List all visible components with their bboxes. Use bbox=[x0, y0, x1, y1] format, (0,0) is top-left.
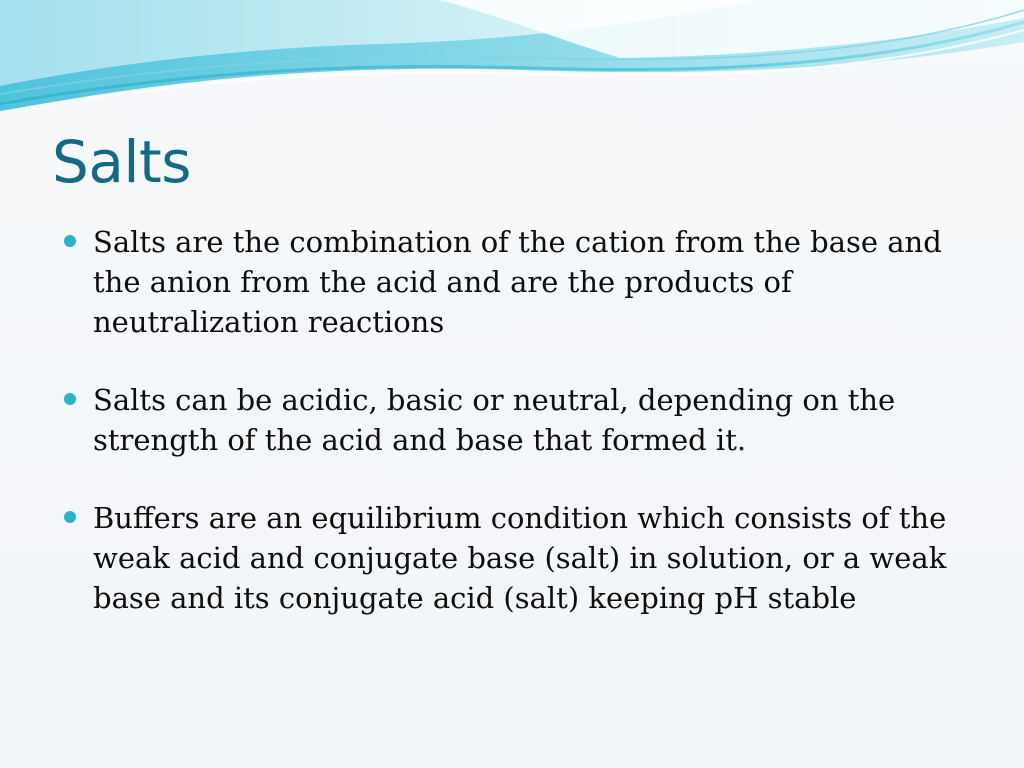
slide-title: Salts bbox=[52, 128, 191, 196]
bullet-text: Salts are the combination of the cation from the base and the anion from the acid and are the products of neutralization reactions bbox=[93, 225, 942, 339]
bullet-item-buffers bbox=[64, 498, 964, 618]
wave-banner-decoration bbox=[0, 0, 1024, 130]
bullet-item-salts-combination bbox=[64, 222, 964, 342]
bullet-text: Buffers are an equilibrium condition which consists of the weak acid and conjugate base (salt) in solution, or a weak base and its conjugate acid (salt) keeping pH stable bbox=[93, 501, 947, 615]
bullet-dot-icon bbox=[64, 235, 76, 247]
bullet-dot-icon bbox=[64, 511, 76, 523]
bullet-dot-icon bbox=[64, 393, 76, 405]
bullet-text: Salts can be acidic, basic or neutral, depending on the strength of the acid and base that formed it. bbox=[93, 383, 896, 457]
bullet-list bbox=[64, 222, 964, 618]
bullet-item-salts-acidity bbox=[64, 380, 964, 460]
